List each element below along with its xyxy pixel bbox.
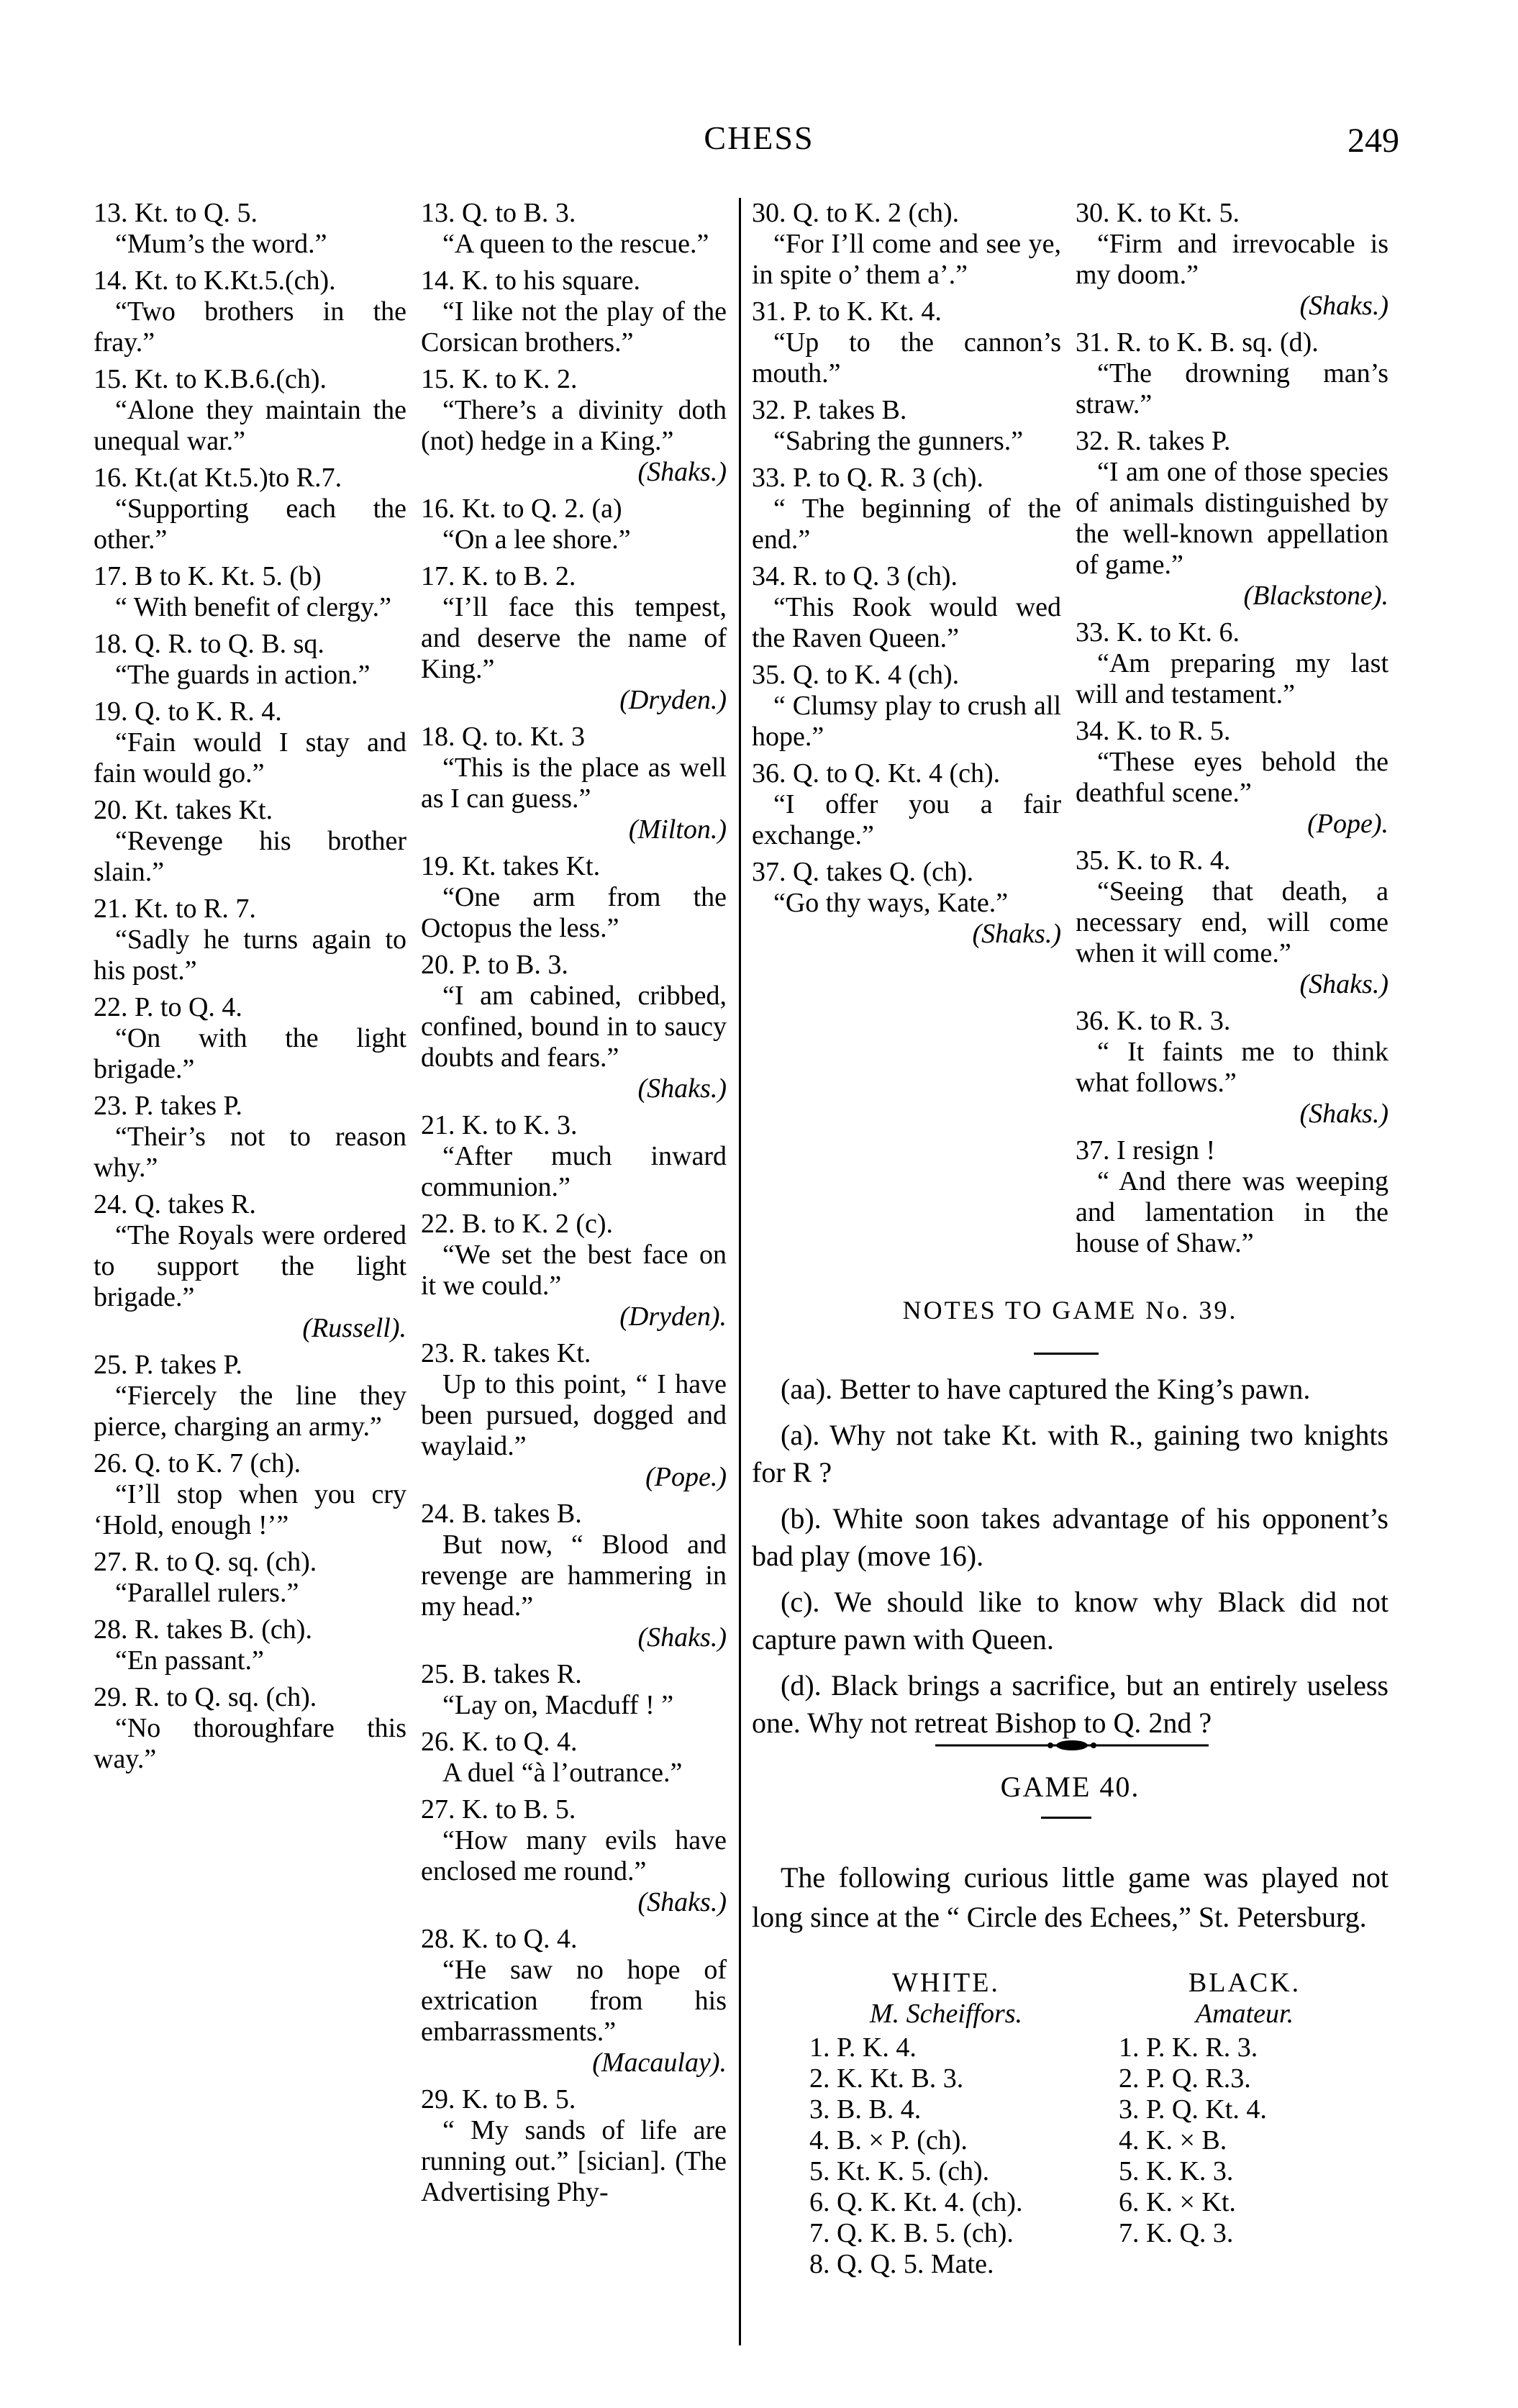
move-entry <box>94 629 406 691</box>
move-text: 30. K. to Kt. 5. <box>1076 198 1240 228</box>
move-text: 34. R. to Q. 3 (ch). <box>752 561 958 591</box>
move-quote: “I offer you a fair exchange.” <box>752 789 1061 850</box>
quote-source: (Shaks.) <box>1299 969 1389 999</box>
move-text: 20. P. to B. 3. <box>421 950 568 980</box>
move-entry <box>94 1614 406 1676</box>
move-quote: “He saw no hope of extrication from his embarrassments.” <box>421 1955 727 2047</box>
move-entry <box>752 198 1061 291</box>
move-quote: “This Rook would wed the Raven Queen.” <box>752 592 1061 653</box>
game-move: 4. B. × P. (ch). <box>809 2125 968 2155</box>
move-text: 37. I resign ! <box>1076 1135 1216 1166</box>
game-move: 7. K. Q. 3. <box>1119 2218 1234 2248</box>
move-quote: “We set the best face on it we could.” <box>421 1240 727 1301</box>
move-entry <box>1076 327 1389 420</box>
move-entry <box>421 1727 727 1789</box>
white-moves <box>809 2032 1083 2280</box>
move-quote: “There’s a divinity doth (not) hedge in a King.” <box>421 395 727 456</box>
move-entry <box>94 198 406 260</box>
move-entry <box>94 265 406 358</box>
move-text: 16. Kt. to Q. 2. (a) <box>421 494 622 524</box>
move-quote: “Sadly he turns again to his post.” <box>94 924 406 986</box>
move-entry <box>421 1924 727 2078</box>
move-entry <box>752 395 1061 457</box>
black-player: Amateur. <box>1195 1999 1294 2029</box>
move-entry <box>94 1091 406 1183</box>
move-text: 29. K. to B. 5. <box>421 2084 576 2114</box>
black-moves <box>1119 2032 1371 2249</box>
move-entry <box>94 795 406 888</box>
move-quote: “ It faints me to think what follows.” <box>1076 1037 1389 1098</box>
move-text: 23. R. takes Kt. <box>421 1338 591 1368</box>
ornament-divider <box>935 1740 1209 1751</box>
move-entry <box>421 2084 727 2208</box>
move-text: 33. P. to Q. R. 3 (ch). <box>752 463 983 493</box>
move-quote: But now, “ Blood and revenge are hammering in my head.” <box>421 1530 727 1622</box>
move-entry <box>752 296 1061 389</box>
game-move: 6. Q. K. Kt. 4. (ch). <box>809 2187 1023 2217</box>
move-text: 23. P. takes P. <box>94 1091 242 1121</box>
move-text: 27. R. to Q. sq. (ch). <box>94 1547 317 1577</box>
column-black-moves-1 <box>421 198 727 2214</box>
move-quote: “I am one of those species of animals distinguished by the well-known appellation of game.” <box>1076 457 1389 580</box>
move-text: 31. P. to K. Kt. 4. <box>752 296 942 327</box>
move-entry <box>94 894 406 986</box>
move-quote: “The drowning man’s straw.” <box>1076 358 1389 419</box>
game-move: 6. K. × Kt. <box>1119 2187 1236 2217</box>
move-quote: “After much inward communion.” <box>421 1141 727 1202</box>
move-text: 26. Q. to K. 7 (ch). <box>94 1448 301 1478</box>
move-text: 35. K. to R. 4. <box>1076 845 1231 876</box>
move-text: 26. K. to Q. 4. <box>421 1727 578 1757</box>
move-entry <box>421 722 727 845</box>
game-move: 5. Kt. K. 5. (ch). <box>809 2156 990 2186</box>
move-text: 28. R. takes B. (ch). <box>94 1614 312 1645</box>
move-text: 19. Q. to K. R. 4. <box>94 696 282 727</box>
move-entry <box>1076 716 1389 840</box>
move-quote: “I like not the play of the Corsican brothers.” <box>421 296 727 358</box>
running-head: CHESS <box>704 119 814 156</box>
move-entry <box>94 992 406 1085</box>
move-entry <box>752 561 1061 654</box>
move-text: 16. Kt.(at Kt.5.)to R.7. <box>94 463 342 493</box>
move-text: 19. Kt. takes Kt. <box>421 851 601 881</box>
move-text: 35. Q. to K. 4 (ch). <box>752 660 960 690</box>
move-quote: “En passant.” <box>115 1645 264 1676</box>
move-entry <box>94 561 406 623</box>
move-text: 20. Kt. takes Kt. <box>94 795 273 825</box>
move-entry <box>421 198 727 260</box>
move-text: 37. Q. takes Q. (ch). <box>752 857 974 887</box>
move-quote: “On a lee shore.” <box>442 524 631 555</box>
move-text: 29. R. to Q. sq. (ch). <box>94 1682 317 1712</box>
quote-source: (Shaks.) <box>637 1073 727 1104</box>
move-text: 17. K. to B. 2. <box>421 561 576 591</box>
move-quote: Up to this point, “ I have been pursued, dogged and waylaid.” <box>421 1369 727 1461</box>
game-title-rule <box>1041 1817 1091 1819</box>
game-move: 2. K. Kt. B. 3. <box>809 2063 964 2094</box>
move-quote: “I’ll stop when you cry ‘Hold, enough !’” <box>94 1479 406 1540</box>
move-quote: “A queen to the rescue.” <box>442 229 709 259</box>
quote-source: (Pope.) <box>645 1462 727 1492</box>
move-text: 18. Q. to. Kt. 3 <box>421 722 585 752</box>
move-entry <box>94 696 406 789</box>
move-entry <box>752 660 1061 753</box>
move-text: 28. K. to Q. 4. <box>421 1924 578 1954</box>
move-entry <box>421 1209 727 1332</box>
quote-source: (Macaulay). <box>592 2048 727 2078</box>
game-move: 7. Q. K. B. 5. (ch). <box>809 2218 1014 2248</box>
notes-title: NOTES TO GAME No. 39. <box>902 1296 1238 1325</box>
white-column <box>809 1968 1083 2280</box>
move-entry <box>94 364 406 457</box>
black-heading: BLACK. <box>1188 1968 1301 1998</box>
move-text: 32. R. takes P. <box>1076 426 1231 456</box>
move-quote: “ And there was weeping and lamentation in the house of Shaw.” <box>1076 1166 1389 1258</box>
move-quote: “Go thy ways, Kate.” <box>773 888 1009 918</box>
move-entry <box>421 1110 727 1203</box>
move-text: 31. R. to K. B. sq. (d). <box>1076 327 1319 358</box>
move-quote: “Firm and irrevocable is my doom.” <box>1076 229 1389 290</box>
quote-source: (Dryden). <box>619 1301 727 1332</box>
move-text: 14. Kt. to K.Kt.5.(ch). <box>94 265 336 296</box>
note-aa: (aa). Better to have captured the King’s pawn. <box>781 1373 1311 1405</box>
move-text: 25. B. takes R. <box>421 1659 582 1689</box>
move-text: 13. Q. to B. 3. <box>421 198 576 228</box>
move-entry <box>752 857 1061 950</box>
column-black-moves-2 <box>1076 198 1389 1265</box>
game-title: GAME 40. <box>1000 1771 1140 1803</box>
quote-source: (Shaks.) <box>1299 1099 1389 1129</box>
move-entry <box>1076 426 1389 612</box>
white-player: M. Scheiffors. <box>869 1999 1023 2029</box>
notes-list <box>752 1371 1389 1750</box>
move-text: 15. K. to K. 2. <box>421 364 578 394</box>
move-text: 36. K. to R. 3. <box>1076 1006 1231 1036</box>
move-quote: “Fain would I stay and fain would go.” <box>94 727 406 789</box>
move-quote: “Am preparing my last will and testament.” <box>1076 648 1389 709</box>
note-b: (b). White soon takes advantage of his opponent’s bad play (move 16). <box>752 1502 1389 1572</box>
game-intro: The following curious little game was played not long since at the “ Circle des Echees,” St. Petersburg. <box>752 1861 1389 1933</box>
move-entry <box>421 851 727 944</box>
move-text: 22. B. to K. 2 (c). <box>421 1209 614 1239</box>
quote-source: (Pope). <box>1307 809 1389 839</box>
move-text: 32. P. takes B. <box>752 395 907 425</box>
move-quote: “How many evils have enclosed me round.” <box>421 1825 727 1886</box>
column-white-moves-2 <box>752 198 1061 955</box>
quote-source: (Blackstone). <box>1243 581 1389 611</box>
move-quote: “The Royals were ordered to support the light brigade.” <box>94 1220 406 1312</box>
move-entry <box>421 1659 727 1721</box>
move-quote: “One arm from the Octopus the less.” <box>421 882 727 943</box>
move-text: 33. K. to Kt. 6. <box>1076 617 1240 648</box>
move-entry <box>752 463 1061 555</box>
move-text: 17. B to K. Kt. 5. (b) <box>94 561 322 591</box>
column-divider <box>739 198 741 2345</box>
move-entry <box>421 561 727 716</box>
move-quote: “Mum’s the word.” <box>115 229 327 259</box>
move-quote: “The guards in action.” <box>115 660 371 690</box>
quote-source: (Shaks.) <box>972 919 1061 949</box>
move-quote: “This is the place as well as I can guess.” <box>421 753 727 814</box>
move-entry <box>421 265 727 358</box>
move-text: 27. K. to B. 5. <box>421 1794 576 1825</box>
white-heading: WHITE. <box>892 1968 1000 1998</box>
move-quote: “Sabring the gunners.” <box>773 426 1024 456</box>
move-entry <box>421 364 727 488</box>
move-entry <box>421 1794 727 1918</box>
move-text: 18. Q. R. to Q. B. sq. <box>94 629 324 659</box>
note-c: (c). We should like to know why Black did not capture pawn with Queen. <box>752 1586 1389 1655</box>
move-entry <box>1076 617 1389 710</box>
move-entry <box>1076 198 1389 322</box>
game-move: 5. K. K. 3. <box>1119 2156 1234 2186</box>
quote-source: (Shaks.) <box>637 457 727 487</box>
move-quote: “No thoroughfare this way.” <box>94 1713 406 1774</box>
move-quote: “I am cabined, cribbed, confined, bound in to saucy doubts and fears.” <box>421 981 727 1073</box>
move-entry <box>421 1338 727 1493</box>
move-quote: “Two brothers in the fray.” <box>94 296 406 358</box>
move-quote: “Revenge his brother slain.” <box>94 826 406 887</box>
move-entry <box>94 1547 406 1609</box>
move-text: 24. B. takes B. <box>421 1499 582 1529</box>
quote-source: (Milton.) <box>628 814 727 845</box>
move-text: 30. Q. to K. 2 (ch). <box>752 198 960 228</box>
move-entry <box>94 1350 406 1442</box>
move-entry <box>94 1682 406 1775</box>
move-text: 34. K. to R. 5. <box>1076 716 1231 746</box>
move-quote: “Their’s not to reason why.” <box>94 1122 406 1183</box>
move-entry <box>94 1448 406 1541</box>
move-quote: “I’ll face this tempest, and deserve the name of King.” <box>421 592 727 684</box>
page-number: 249 <box>1347 122 1399 160</box>
move-entry <box>752 758 1061 851</box>
move-entry <box>1076 845 1389 1000</box>
move-quote: “ Clumsy play to crush all hope.” <box>752 691 1061 752</box>
game-move: 4. K. × B. <box>1119 2125 1227 2155</box>
move-text: 36. Q. to Q. Kt. 4 (ch). <box>752 758 1001 789</box>
move-quote: “Fiercely the line they pierce, charging an army.” <box>94 1381 406 1442</box>
move-text: 21. Kt. to R. 7. <box>94 894 256 924</box>
move-quote: “Supporting each the other.” <box>94 494 406 555</box>
move-quote: “ With benefit of clergy.” <box>115 592 391 622</box>
move-text: 25. P. takes P. <box>94 1350 242 1380</box>
move-text: 14. K. to his square. <box>421 265 641 296</box>
quote-source: (Shaks.) <box>1299 291 1389 321</box>
move-text: 15. Kt. to K.B.6.(ch). <box>94 364 327 394</box>
move-entry <box>1076 1006 1389 1130</box>
move-quote: “ My sands of life are running out.” [sician]. (The Advertising Phy- <box>421 2115 727 2207</box>
note-d: (d). Black brings a sacrifice, but an entirely useless one. Why not retreat Bishop to Q. 2nd ? <box>752 1669 1389 1739</box>
game-move: 3. B. B. 4. <box>809 2094 922 2125</box>
game-move: 3. P. Q. Kt. 4. <box>1119 2094 1267 2125</box>
game-move: 8. Q. Q. 5. Mate. <box>809 2249 994 2279</box>
quote-source: (Shaks.) <box>637 1622 727 1653</box>
note-a: (a). Why not take Kt. with R., gaining two knights for R ? <box>752 1419 1389 1489</box>
move-quote: “ The beginning of the end.” <box>752 494 1061 555</box>
move-text: 13. Kt. to Q. 5. <box>94 198 258 228</box>
move-quote: “Lay on, Macduff ! ” <box>442 1690 674 1720</box>
move-quote: “Parallel rulers.” <box>115 1578 299 1608</box>
quote-source: (Dryden.) <box>619 685 727 715</box>
game-move: 1. P. K. R. 3. <box>1119 2032 1258 2063</box>
move-quote: “Alone they maintain the unequal war.” <box>94 395 406 456</box>
move-quote: “Seeing that death, a necessary end, will come when it will come.” <box>1076 876 1389 968</box>
move-text: 22. P. to Q. 4. <box>94 992 242 1022</box>
move-quote: “On with the light brigade.” <box>94 1023 406 1084</box>
move-quote: “For I’ll come and see ye, in spite o’ them a’.” <box>752 229 1061 290</box>
game-move: 1. P. K. 4. <box>809 2032 917 2063</box>
move-entry <box>1076 1135 1389 1259</box>
game-move: 2. P. Q. R.3. <box>1119 2063 1251 2094</box>
quote-source: (Shaks.) <box>637 1887 727 1917</box>
column-white-moves-1 <box>94 198 406 1781</box>
black-column <box>1119 1968 1371 2249</box>
move-entry <box>421 950 727 1104</box>
move-text: 24. Q. takes R. <box>94 1189 256 1219</box>
move-entry <box>94 1189 406 1344</box>
quote-source: (Russell). <box>302 1313 406 1343</box>
move-entry <box>421 494 727 555</box>
move-entry <box>94 463 406 555</box>
move-entry <box>421 1499 727 1653</box>
move-quote: “Up to the cannon’s mouth.” <box>752 327 1061 389</box>
move-text: 21. K. to K. 3. <box>421 1110 578 1140</box>
notes-rule <box>1034 1353 1099 1355</box>
move-quote: “These eyes behold the deathful scene.” <box>1076 747 1389 808</box>
move-quote: A duel “à l’outrance.” <box>442 1758 683 1788</box>
